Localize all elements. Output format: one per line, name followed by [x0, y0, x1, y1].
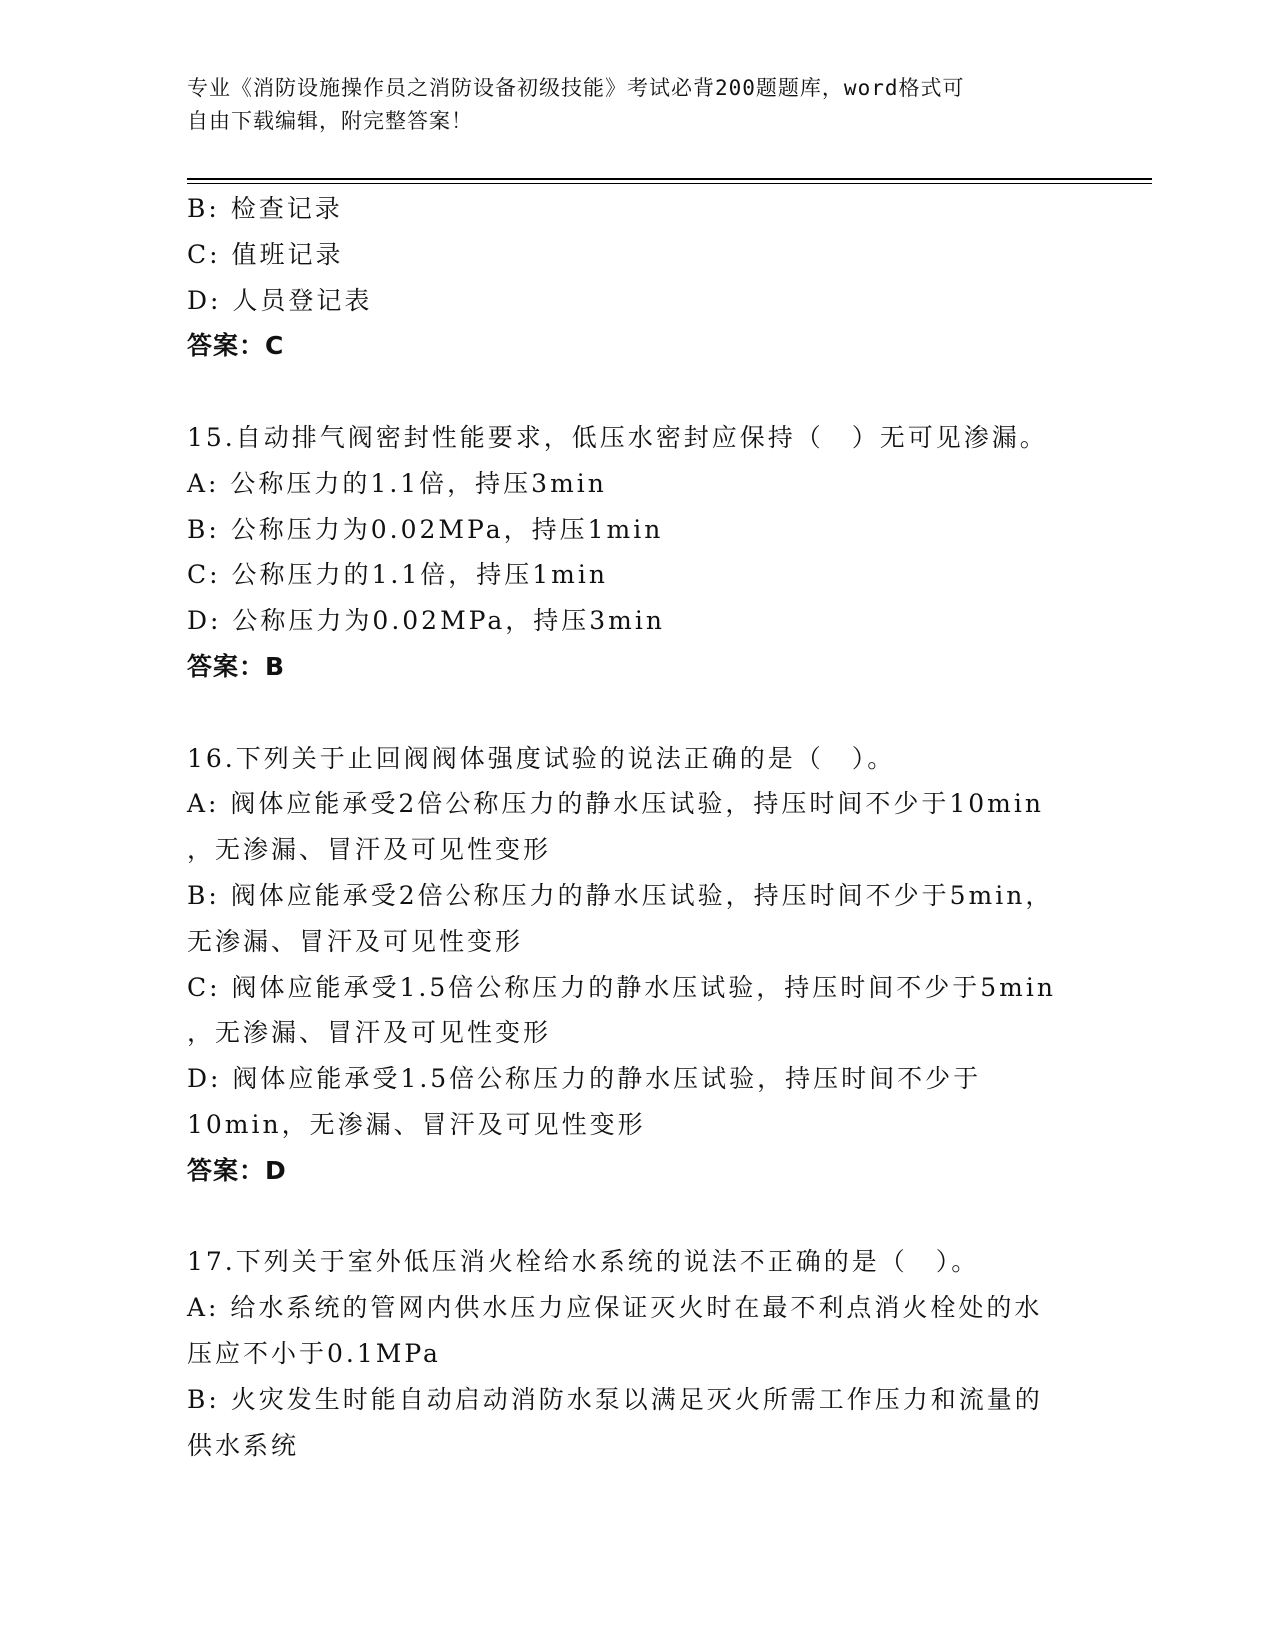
- question-content: [187, 186, 1087, 1468]
- header-divider-thick: [187, 178, 1152, 180]
- spacer: [187, 1194, 1087, 1240]
- header-divider-thin: [187, 183, 1152, 184]
- spacer: [187, 690, 1087, 736]
- option-c: C: 公称压力的1.1倍，持压1min: [187, 560, 608, 590]
- option-a-continued: ，无渗漏、冒汗及可见性变形: [187, 835, 552, 865]
- option-a: A: 给水系统的管网内供水压力应保证灭火时在最不利点消火栓处的水: [187, 1293, 1043, 1323]
- question-stem: 15.自动排气阀密封性能要求，低压水密封应保持（ ）无可见渗漏。: [187, 422, 1048, 452]
- answer-line: 答案：D: [187, 1155, 287, 1185]
- option-a-continued: 压应不小于0.1MPa: [187, 1338, 441, 1368]
- option-a: A: 公称压力的1.1倍，持压3min: [187, 468, 607, 498]
- question-stem: 16.下列关于止回阀阀体强度试验的说法正确的是（ ）。: [187, 743, 896, 773]
- option-b-continued: 无渗漏、冒汗及可见性变形: [187, 926, 524, 956]
- header-title-line-2: 自由下载编辑，附完整答案！: [187, 109, 473, 133]
- option-d: D: 公称压力为0.02MPa，持压3min: [187, 606, 665, 636]
- header-title-line-1: 专业《消防设施操作员之消防设备初级技能》考试必背200题题库，word格式可: [187, 76, 965, 100]
- question-17: [187, 1239, 1087, 1468]
- option-b: B: 火灾发生时能自动启动消防水泵以满足灭火所需工作压力和流量的: [187, 1384, 1043, 1414]
- option-d: D: 阀体应能承受1.5倍公称压力的静水压试验，持压时间不少于: [187, 1064, 982, 1094]
- question-15: [187, 415, 1087, 690]
- option-b: B: 阀体应能承受2倍公称压力的静水压试验，持压时间不少于5min，: [187, 880, 1054, 910]
- option-b: B: 检查记录: [187, 194, 343, 223]
- answer-line: 答案：C: [187, 331, 285, 361]
- answer-line: 答案：B: [187, 651, 286, 681]
- page-header: [187, 72, 1067, 138]
- option-c: C: 值班记录: [187, 239, 344, 269]
- option-c: C: 阀体应能承受1.5倍公称压力的静水压试验，持压时间不少于5min: [187, 972, 1056, 1002]
- option-d: D: 人员登记表: [187, 285, 373, 315]
- question-14-tail: [187, 186, 1087, 369]
- question-stem: 17.下列关于室外低压消火栓给水系统的说法不正确的是（ ）。: [187, 1247, 980, 1277]
- option-a: A: 阀体应能承受2倍公称压力的静水压试验，持压时间不少于10min: [187, 789, 1044, 819]
- spacer: [187, 369, 1087, 415]
- option-c-continued: ，无渗漏、冒汗及可见性变形: [187, 1018, 552, 1048]
- option-d-continued: 10min，无渗漏、冒汗及可见性变形: [187, 1109, 646, 1139]
- option-b-continued: 供水系统: [187, 1430, 300, 1460]
- question-16: [187, 736, 1087, 1194]
- option-b: B: 公称压力为0.02MPa，持压1min: [187, 514, 664, 544]
